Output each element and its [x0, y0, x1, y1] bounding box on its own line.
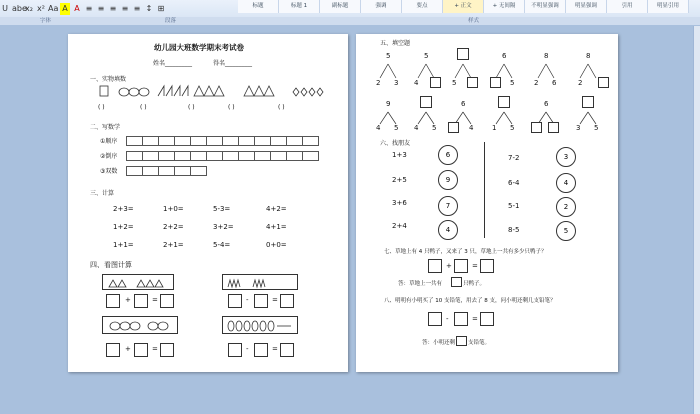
order-label-2: ②倒序 [100, 153, 118, 160]
answer-box[interactable] [254, 343, 268, 357]
answer-box[interactable] [451, 277, 462, 287]
answer-box[interactable] [106, 294, 120, 308]
answer-box[interactable] [548, 122, 559, 133]
tree-left: 4 [414, 79, 419, 87]
style-no-spacing[interactable]: + 无间隔 [484, 0, 525, 13]
vertical-scrollbar[interactable] [693, 26, 700, 414]
answer-box[interactable] [456, 336, 467, 346]
align-right-button[interactable]: ≡ [109, 4, 117, 13]
picture-frame [102, 316, 178, 334]
tree-top: 5 [424, 52, 429, 60]
answer-box[interactable] [134, 294, 148, 308]
section-8-question: 八、明明有小明买了 10 支铅笔，用去了 8 支，问小明还剩几支铅笔？ [384, 298, 556, 304]
strikethrough-button[interactable]: abe [12, 4, 27, 13]
tree-right: 5 [594, 124, 599, 132]
align-left-button[interactable]: ≡ [85, 4, 93, 13]
tree-top: 5 [386, 52, 391, 60]
answer-box[interactable] [498, 96, 510, 108]
answer-box[interactable] [598, 77, 609, 88]
minus-sign: - [246, 296, 249, 304]
match-circle[interactable]: 3 [556, 147, 576, 167]
answer-box[interactable] [531, 122, 542, 133]
tree-right: 5 [394, 124, 399, 132]
picture-frame [102, 274, 174, 290]
answer-box[interactable] [280, 294, 294, 308]
ribbon [0, 0, 700, 23]
tree-top: 8 [544, 52, 549, 60]
tree-right: 5 [510, 124, 515, 132]
tree-top: 9 [386, 100, 391, 108]
distribute-button[interactable]: ≡ [133, 4, 141, 13]
superscript-button[interactable]: x² [37, 4, 45, 13]
answer-box[interactable] [454, 312, 468, 326]
underline-button[interactable]: U [2, 4, 8, 13]
style-emphasis[interactable]: 强调 [361, 0, 402, 13]
section-3-heading: 三、计算 [90, 190, 115, 197]
style-subtitle[interactable]: 副标题 [320, 0, 361, 13]
section-2-heading: 二、写数学 [90, 124, 121, 131]
align-center-button[interactable]: ≡ [97, 4, 105, 13]
group-styles-label: 样式 [468, 18, 480, 24]
styles-gallery [238, 0, 689, 13]
calc-item: 5-4= [213, 241, 231, 249]
section-1-heading: 一、实物填数 [90, 76, 127, 83]
tree-right: 2 [578, 79, 583, 87]
plus-sign: + [125, 296, 131, 304]
match-circle[interactable]: 6 [438, 145, 458, 165]
match-expr: 8-5 [508, 226, 520, 234]
name-field: 姓名_________ [153, 60, 193, 67]
line-spacing-button[interactable]: ↕ [145, 4, 153, 13]
style-intense-emphasis[interactable]: 明显强调 [566, 0, 607, 13]
divider [484, 142, 485, 238]
equals-sign: = [152, 296, 158, 304]
equals-sign: = [272, 296, 278, 304]
answer-box[interactable] [582, 96, 594, 108]
answer-box[interactable] [160, 294, 174, 308]
minus-sign: - [446, 315, 449, 323]
tree-top: 8 [586, 52, 591, 60]
section-5-heading: 五、填空题 [380, 40, 411, 47]
answer-box[interactable] [430, 77, 441, 88]
tree-right: 6 [552, 79, 557, 87]
highlight-button[interactable]: A [60, 3, 70, 15]
formatting-toolbar [0, 3, 166, 17]
answer-box[interactable] [280, 343, 294, 357]
calc-item: 1+2= [113, 223, 134, 231]
order-answer-boxes[interactable] [126, 136, 318, 146]
calc-item: 0+0= [266, 241, 287, 249]
tree-left: 2 [376, 79, 381, 87]
section-7-question: 七、草地上有 4 只鸭子，又来了 3 只，草地上一共有多少只鸭子？ [384, 249, 547, 255]
calc-item: 3+2= [213, 223, 234, 231]
equals-sign: = [472, 262, 478, 270]
style-heading-1[interactable]: 标题 1 [279, 0, 320, 13]
ribbon-group-labels [0, 17, 700, 25]
tree-left: 4 [414, 124, 419, 132]
match-circle[interactable]: 7 [438, 196, 458, 216]
answer-box[interactable] [480, 259, 494, 273]
style-quote[interactable]: 引用 [607, 0, 648, 13]
match-expr: 7-2 [508, 154, 520, 162]
calc-item: 4+2= [266, 205, 287, 213]
picture-frame [222, 274, 298, 290]
match-circle[interactable]: 4 [556, 173, 576, 193]
answer-box[interactable] [448, 122, 459, 133]
match-expr: 6-4 [508, 179, 520, 187]
tree-right: 3 [394, 79, 399, 87]
font-color-button[interactable]: A [74, 4, 80, 13]
style-subtle-emphasis[interactable]: 不明显强调 [525, 0, 566, 13]
blank-paren: ( ) [188, 104, 195, 111]
match-circle[interactable]: 4 [438, 220, 458, 240]
match-circle[interactable]: 5 [556, 221, 576, 241]
match-expr: 1+3 [392, 151, 407, 159]
match-circle[interactable]: 2 [556, 197, 576, 217]
subscript-button[interactable]: x₂ [25, 4, 33, 13]
document-page-2 [356, 34, 618, 372]
equals-sign: = [152, 345, 158, 353]
plus-sign: + [125, 345, 131, 353]
equals-sign: = [472, 315, 478, 323]
answer-8-prefix: 答：小明还剩 [422, 340, 456, 346]
calc-item: 1+1= [113, 241, 134, 249]
match-expr: 2+5 [392, 176, 407, 184]
tree-right: 5 [432, 124, 437, 132]
score-field: 得名_________ [213, 60, 253, 67]
blank-paren: ( ) [98, 104, 105, 111]
tree-left: 1 [492, 124, 497, 132]
tree-left: 2 [534, 79, 539, 87]
style-intense-quote[interactable]: 明显引用 [648, 0, 689, 13]
tree-right: 5 [510, 79, 515, 87]
group-paragraph-label: 段落 [165, 18, 177, 24]
borders-button[interactable]: ⊞ [157, 4, 165, 13]
answer-box[interactable] [134, 343, 148, 357]
equals-sign: = [272, 345, 278, 353]
answer-7-suffix: 只鸭子。 [463, 281, 486, 287]
answer-box[interactable] [490, 77, 501, 88]
exam-title: 幼儿园大班数学期末考试卷 [154, 43, 244, 52]
match-circle[interactable]: 9 [438, 170, 458, 190]
counting-pictures [98, 82, 328, 100]
plus-sign: + [446, 262, 452, 270]
style-normal[interactable]: + 正文 [443, 0, 484, 13]
section-6-heading: 六、找朋友 [380, 140, 411, 147]
calc-item: 2+1= [163, 241, 184, 249]
answer-box[interactable] [454, 259, 468, 273]
group-font-label: 字体 [40, 18, 52, 24]
match-expr: 5-1 [508, 202, 520, 210]
tree-top: 6 [502, 52, 507, 60]
number-bond-trees [366, 46, 616, 136]
picture-frame [222, 316, 298, 334]
answer-box[interactable] [428, 259, 442, 273]
style-heading[interactable]: 标题 [238, 0, 279, 13]
answer-box[interactable] [480, 312, 494, 326]
answer-8-suffix: 支铅笔。 [468, 340, 491, 346]
reverse-answer-boxes[interactable] [126, 151, 318, 161]
style-strong[interactable]: 要点 [402, 0, 443, 13]
answer-box[interactable] [228, 343, 242, 357]
answer-box[interactable] [457, 48, 469, 60]
blank-paren: ( ) [228, 104, 235, 111]
calc-item: 1+0= [163, 205, 184, 213]
answer-box[interactable] [254, 294, 268, 308]
minus-sign: - [246, 345, 249, 353]
answer-box[interactable] [420, 96, 432, 108]
answer-box[interactable] [160, 343, 174, 357]
justify-button[interactable]: ≡ [121, 4, 129, 13]
tree-left: 3 [576, 124, 581, 132]
answer-7-prefix: 答：草地上一共有 [398, 281, 443, 287]
section-4-heading: 四、看图计算 [90, 261, 132, 269]
document-page-1 [68, 34, 348, 372]
tree-left: 5 [452, 79, 457, 87]
order-label-3: ③双数 [100, 168, 118, 175]
match-expr: 3+6 [392, 199, 407, 207]
change-case-button[interactable]: Aa [48, 4, 59, 13]
answer-box[interactable] [228, 294, 242, 308]
answer-box[interactable] [467, 77, 478, 88]
calc-item: 2+3= [113, 205, 134, 213]
answer-box[interactable] [106, 343, 120, 357]
order-label-1: ①顺序 [100, 138, 118, 145]
tree-left: 4 [376, 124, 381, 132]
tree-right: 4 [469, 124, 474, 132]
blank-paren: ( ) [140, 104, 147, 111]
tree-top: 6 [544, 100, 549, 108]
tree-top: 6 [461, 100, 466, 108]
answer-box[interactable] [428, 312, 442, 326]
even-answer-boxes[interactable] [126, 166, 206, 176]
calc-item: 5-3= [213, 205, 231, 213]
calc-item: 2+2= [163, 223, 184, 231]
match-expr: 2+4 [392, 222, 407, 230]
calc-item: 4+1= [266, 223, 287, 231]
blank-paren: ( ) [278, 104, 285, 111]
